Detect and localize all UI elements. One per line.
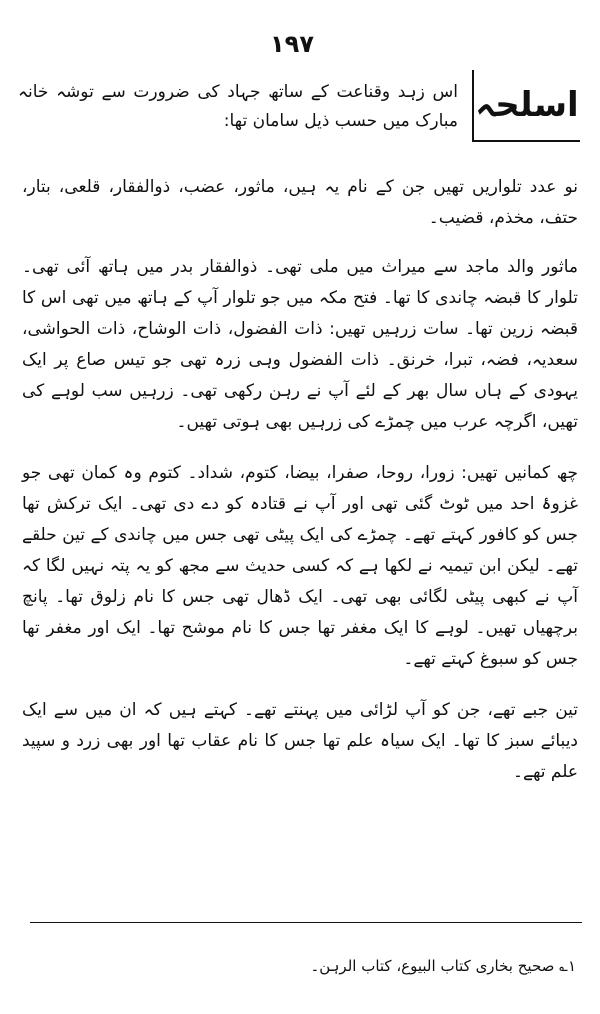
- footnote-divider: [30, 922, 582, 923]
- section-intro: [18, 78, 458, 136]
- page-number: ۱۹۷: [270, 30, 314, 58]
- footnote: ۱؎ صحیح بخاری کتاب البیوع، کتاب الرہن۔: [310, 957, 576, 975]
- paragraph-bows-shield: چھ کمانیں تھیں: زورا، روحا، صفرا، بیضا، کتوم، شداد۔ کتوم وہ کمان تھی جو غزوۂ احد میں ٹوٹ گئی تھی اور آپ نے قتادہ کو دے دی تھی۔ ایک ترکش تھا جس کو کافور کہتے تھے۔ چمڑے کی ایک پیٹی تھی جس میں چاندی کے تین حلقے تھے۔ لیکن ابن تیمیہ نے لکھا ہے کہ کسی حدیث سے مجھ کو یہ پتہ نہیں لگا کہ آپ نے کبھی پیٹی لگائی بھی تھی۔ ایک ڈھال تھی جس کا نام زلوق تھا۔ پانچ برچھیاں تھیں۔ لوہے کا ایک مغفر تھا جس کا نام موشح تھا۔ ایک اور مغفر تھا جس کو سبوغ کہتے تھے۔: [22, 463, 578, 669]
- paragraph-robes-flags: تین جبے تھے، جن کو آپ لڑائی میں پہنتے تھے۔ کہتے ہیں کہ ان میں سے ایک دیبائے سبز کا تھا۔ ایک سیاہ علم تھا جس کا نام عقاب تھا اور بھی زرد و سپید علم تھے۔: [22, 700, 578, 782]
- section-heading-box: [472, 70, 580, 142]
- paragraph-swords-armor: ماثور والد ماجد سے میراث میں ملی تھی۔ ذوالفقار بدر میں ہاتھ آئی تھی۔ تلوار کا قبضہ چاندی کا تھا۔ فتح مکہ میں جو تلوار آپ کے ہاتھ میں تھی اس کا قبضہ زرین تھا۔ سات زرہیں تھیں: ذات الفضول، ذات الوشاح، ذات الحواشی، سعدیہ، فضہ، تبرا، خرنق۔ ذات الفضول وہی زرہ تھی جو تیس صاع پر ایک یہودی کے ہاں سال بھر کے لئے آپ نے رہن رکھی تھی۔ زرہیں سب لوہے کی تھیں، اگرچہ عرب میں چمڑے کی زرہیں بھی ہوتی تھیں۔: [22, 257, 578, 432]
- intro-text: اس زہد وقناعت کے ساتھ جہاد کی ضرورت سے توشہ خانہ مبارک میں حسب ذیل سامان تھا:: [18, 82, 458, 131]
- body-text: [22, 172, 578, 788]
- paragraph-swords-list: نو عدد تلواریں تھیں جن کے نام یہ ہیں، ماثور، عضب، ذوالفقار، قلعی، بتار، حتف، مخذم، قضیب۔: [22, 177, 578, 228]
- section-heading: اسلحہ: [475, 85, 579, 125]
